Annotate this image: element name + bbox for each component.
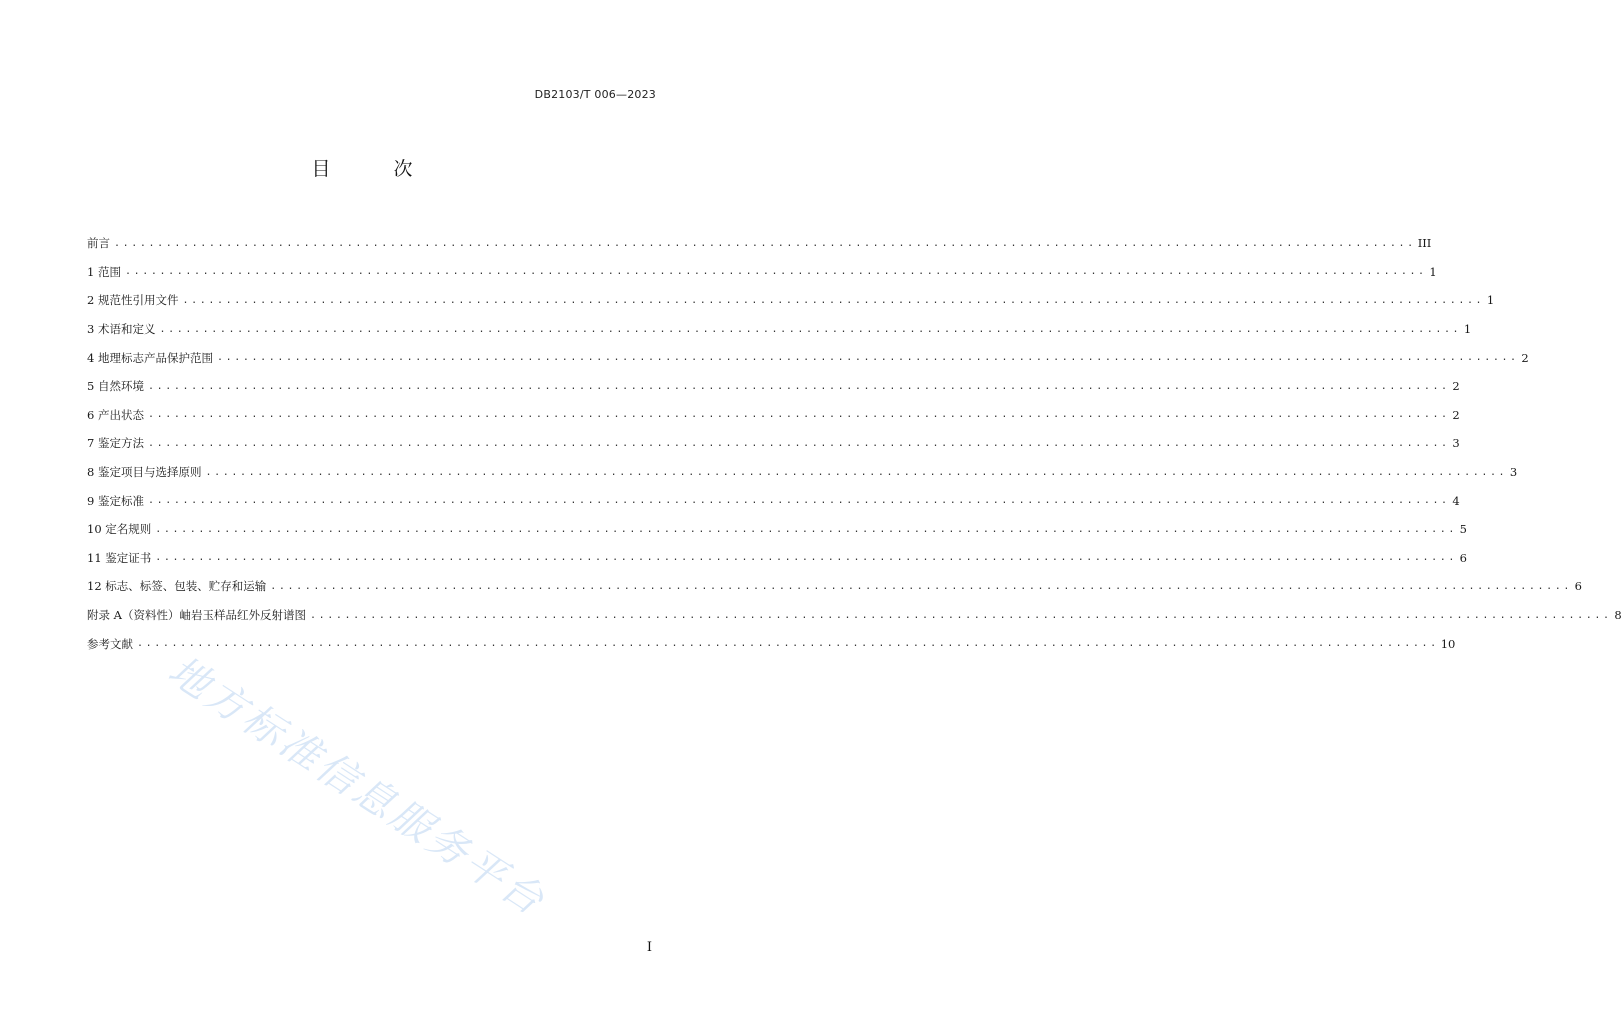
toc-entry-natural-environment[interactable] (87, 372, 1460, 401)
toc-leader-dots (137, 638, 1439, 649)
toc-entry-certificate[interactable] (87, 544, 1467, 573)
toc-entry-page: 5 (1459, 522, 1467, 537)
toc-leader-dots (114, 238, 1416, 249)
toc-leader-dots (205, 467, 1507, 478)
toc-entry-label: 11 鉴定证书 (87, 550, 155, 566)
watermark: 地方标准信息服务平台 (160, 647, 555, 926)
document-code: DB2103/T 006—2023 (534, 88, 656, 101)
toc-entry-page: 8 (1614, 608, 1622, 623)
toc-entry-identification-items[interactable] (87, 458, 1518, 487)
toc-entry-page: 6 (1574, 579, 1582, 594)
toc-entry-identification-methods[interactable] (87, 429, 1460, 458)
toc-entry-label: 5 自然环境 (87, 378, 148, 394)
page-title: 目 次 (311, 158, 435, 180)
toc-entry-label: 参考文献 (87, 636, 137, 652)
toc-entry-page: 1 (1486, 293, 1495, 308)
toc-entry-page: 3 (1509, 465, 1518, 480)
toc-entry-label: 3 术语和定义 (87, 321, 159, 337)
toc-entry-page: III (1417, 236, 1432, 251)
toc-leader-dots (182, 295, 1484, 306)
toc-entry-label: 12 标志、标签、包装、贮存和运输 (87, 578, 270, 594)
toc-entry-page: 4 (1452, 493, 1460, 508)
toc-entry-appendix-a[interactable] (87, 601, 1622, 630)
toc-entry-page: 2 (1452, 407, 1460, 422)
toc-entry-marking-packaging[interactable] (87, 572, 1582, 601)
toc-entry-page: 10 (1440, 636, 1456, 651)
page-number: I (646, 940, 652, 955)
toc-leader-dots (148, 495, 1450, 506)
toc-entry-foreword[interactable] (87, 229, 1432, 258)
toc-entry-page: 1 (1429, 264, 1437, 279)
toc-leader-dots (155, 552, 1457, 563)
toc-entry-label: 前言 (87, 235, 114, 251)
toc-entry-label: 4 地理标志产品保护范围 (87, 350, 217, 366)
toc-entry-page: 2 (1521, 350, 1529, 365)
toc-entry-protection-scope[interactable] (87, 343, 1529, 372)
toc-entry-label: 9 鉴定标准 (87, 493, 148, 509)
toc-entry-page: 1 (1463, 322, 1472, 337)
toc-entry-label: 8 鉴定项目与选择原则 (87, 464, 205, 480)
toc-leader-dots (159, 324, 1461, 335)
toc-entry-identification-standards[interactable] (87, 486, 1460, 515)
toc-entry-page: 2 (1452, 379, 1460, 394)
toc-entry-page: 6 (1459, 550, 1467, 565)
toc-leader-dots (310, 610, 1612, 621)
toc-entry-label: 2 规范性引用文件 (87, 292, 182, 308)
toc-entry-scope[interactable] (87, 258, 1437, 287)
toc-leader-dots (148, 409, 1450, 420)
toc-entry-bibliography[interactable] (87, 629, 1456, 658)
toc-leader-dots (148, 438, 1450, 449)
toc-entry-label: 附录 A（资料性）岫岩玉样品红外反射谱图 (87, 607, 310, 623)
toc-entry-label: 1 范围 (87, 264, 125, 280)
toc-leader-dots (155, 524, 1457, 535)
toc-entry-occurrence[interactable] (87, 401, 1460, 430)
toc-entry-normative-references[interactable] (87, 286, 1495, 315)
toc-entry-label: 7 鉴定方法 (87, 435, 148, 451)
toc-leader-dots (270, 581, 1572, 592)
toc-leader-dots (148, 381, 1450, 392)
toc-leader-dots (217, 352, 1519, 363)
toc-entry-page: 3 (1452, 436, 1460, 451)
toc-leader-dots (125, 266, 1427, 277)
toc-entry-naming-rules[interactable] (87, 515, 1467, 544)
toc-entry-label: 10 定名规则 (87, 521, 155, 537)
toc-entry-label: 6 产出状态 (87, 407, 148, 423)
table-of-contents (87, 229, 1622, 658)
toc-entry-terms-definitions[interactable] (87, 315, 1472, 344)
